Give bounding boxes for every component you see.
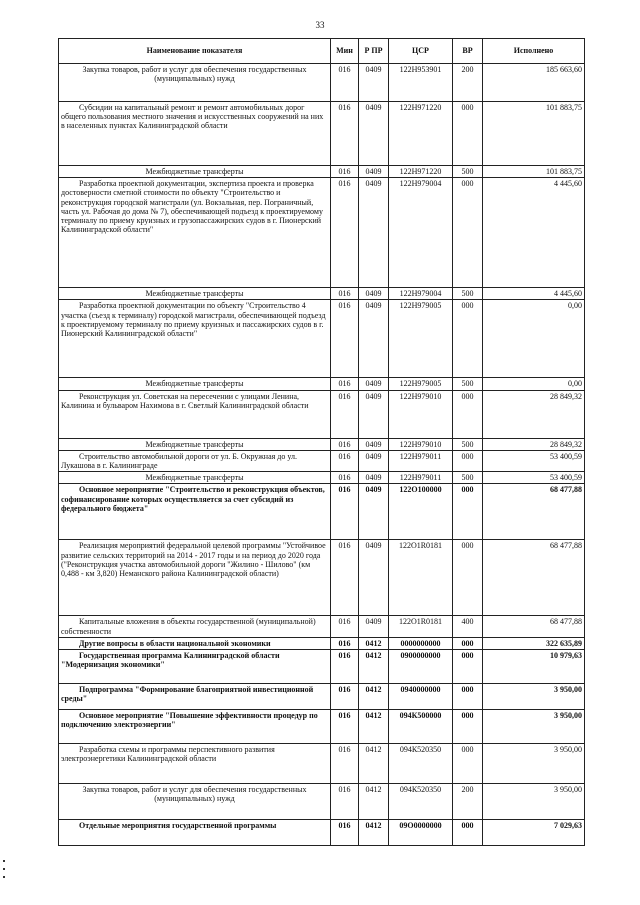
row-done: 185 663,60	[483, 64, 585, 102]
table-row	[59, 710, 585, 744]
table-row	[59, 300, 585, 378]
table-row	[59, 178, 585, 288]
table-row	[59, 637, 585, 649]
table-row	[59, 784, 585, 820]
table-row	[59, 616, 585, 637]
column-header-csr: ЦСР	[389, 39, 453, 64]
row-csr: 094К500000	[389, 710, 453, 744]
row-csr: 094К520350	[389, 744, 453, 784]
row-rpr: 0409	[359, 166, 389, 178]
row-min: 016	[331, 300, 359, 378]
table-row	[59, 540, 585, 616]
row-name: Отдельные мероприятия государственной программы	[59, 820, 331, 846]
row-min: 016	[331, 64, 359, 102]
table-row	[59, 166, 585, 178]
row-rpr: 0409	[359, 390, 389, 438]
row-min: 016	[331, 178, 359, 288]
row-name: Реконструкция ул. Советская на пересечении с улицами Ленина, Калинина и бульваром Нахимова в г. Светлый Калининградской области	[59, 390, 331, 438]
row-done: 68 477,88	[483, 484, 585, 540]
row-vr: 000	[453, 540, 483, 616]
row-done: 68 477,88	[483, 616, 585, 637]
row-min: 016	[331, 820, 359, 846]
row-csr: 0940000000	[389, 684, 453, 710]
scan-margin-marks	[3, 860, 6, 900]
row-rpr: 0409	[359, 102, 389, 166]
row-done: 3 950,00	[483, 710, 585, 744]
row-min: 016	[331, 684, 359, 710]
table-row	[59, 438, 585, 450]
row-csr: 094К520350	[389, 784, 453, 820]
row-rpr: 0412	[359, 684, 389, 710]
row-done: 28 849,32	[483, 390, 585, 438]
row-min: 016	[331, 744, 359, 784]
row-vr: 000	[453, 450, 483, 471]
row-done: 53 400,59	[483, 472, 585, 484]
row-done: 3 950,00	[483, 784, 585, 820]
row-done: 322 635,89	[483, 637, 585, 649]
row-name: Другие вопросы в области национальной экономики	[59, 637, 331, 649]
row-name: Межбюджетные трансферты	[59, 472, 331, 484]
row-name: Капитальные вложения в объекты государственной (муниципальной) собственности	[59, 616, 331, 637]
row-vr: 000	[453, 820, 483, 846]
row-csr: 122Н971220	[389, 166, 453, 178]
row-name: Основное мероприятие "Строительство и реконструкция объектов, софинансирование которых осуществляется за счет субсидий из федерального бюджета"	[59, 484, 331, 540]
row-name: Разработка проектной документации по объекту "Строительство 4 участка (съезд к терминалу) городской магистрали, обеспечивающей подъезд к проектируемому терминалу по приему круизных и пассажирских судов в г. Пионерский Калининградской области"	[59, 300, 331, 378]
row-vr: 000	[453, 637, 483, 649]
row-vr: 500	[453, 472, 483, 484]
row-min: 016	[331, 540, 359, 616]
row-vr: 000	[453, 710, 483, 744]
row-vr: 400	[453, 616, 483, 637]
row-rpr: 0409	[359, 178, 389, 288]
row-name: Разработка схемы и программы перспективного развития электроэнергетики Калининградской области	[59, 744, 331, 784]
row-min: 016	[331, 784, 359, 820]
column-header-done: Исполнено	[483, 39, 585, 64]
row-csr: 0900000000	[389, 650, 453, 684]
row-vr: 000	[453, 102, 483, 166]
row-vr: 500	[453, 166, 483, 178]
table-row	[59, 390, 585, 438]
row-vr: 200	[453, 784, 483, 820]
row-rpr: 0409	[359, 472, 389, 484]
table-row	[59, 744, 585, 784]
row-name: Строительство автомобильной дороги от ул. Б. Окружная до ул. Лукашова в г. Калининграде	[59, 450, 331, 471]
row-name: Межбюджетные трансферты	[59, 378, 331, 390]
row-min: 016	[331, 484, 359, 540]
row-vr: 000	[453, 650, 483, 684]
row-name: Субсидии на капитальный ремонт и ремонт автомобильных дорог общего пользования местного значения и искусственных сооружений на них в населенных пунктах Калининградской области	[59, 102, 331, 166]
row-rpr: 0409	[359, 64, 389, 102]
row-vr: 500	[453, 378, 483, 390]
row-rpr: 0409	[359, 450, 389, 471]
row-csr: 122О1R0181	[389, 616, 453, 637]
row-min: 016	[331, 472, 359, 484]
row-name: Межбюджетные трансферты	[59, 288, 331, 300]
row-done: 4 445,60	[483, 288, 585, 300]
column-header-min: Мин	[331, 39, 359, 64]
row-name: Подпрограмма "Формирование благоприятной инвестиционной среды"	[59, 684, 331, 710]
row-name: Межбюджетные трансферты	[59, 438, 331, 450]
row-name: Закупка товаров, работ и услуг для обеспечения государственных (муниципальных) нужд	[59, 64, 331, 102]
column-header-name: Наименование показателя	[59, 39, 331, 64]
row-done: 0,00	[483, 300, 585, 378]
row-min: 016	[331, 637, 359, 649]
row-done: 101 883,75	[483, 166, 585, 178]
row-min: 016	[331, 288, 359, 300]
table-header-row	[59, 39, 585, 64]
row-name: Межбюджетные трансферты	[59, 166, 331, 178]
scan-dot	[3, 876, 5, 878]
row-rpr: 0412	[359, 637, 389, 649]
row-rpr: 0412	[359, 784, 389, 820]
row-done: 101 883,75	[483, 102, 585, 166]
table-row	[59, 472, 585, 484]
row-min: 016	[331, 450, 359, 471]
row-min: 016	[331, 438, 359, 450]
row-csr: 122Н979005	[389, 378, 453, 390]
row-csr: 122Н979011	[389, 472, 453, 484]
table-row	[59, 650, 585, 684]
table-row	[59, 450, 585, 471]
row-vr: 000	[453, 744, 483, 784]
row-csr: 122Н979004	[389, 178, 453, 288]
row-min: 016	[331, 390, 359, 438]
row-csr: 122О100000	[389, 484, 453, 540]
row-min: 016	[331, 650, 359, 684]
row-done: 4 445,60	[483, 178, 585, 288]
row-csr: 122Н953901	[389, 64, 453, 102]
row-vr: 200	[453, 64, 483, 102]
table-row	[59, 378, 585, 390]
row-min: 016	[331, 166, 359, 178]
scan-dot	[3, 868, 5, 870]
row-name: Реализация мероприятий федеральной целевой программы "Устойчивое развитие сельских территорий на 2014 - 2017 годы и на период до 2020 года ("Реконструкция участка автомобильной дороги "Жилино - Шилово" (км 0,488 - км 3,820) Неманского района Калининградской области)	[59, 540, 331, 616]
column-header-vr: ВР	[453, 39, 483, 64]
row-csr: 122Н979010	[389, 390, 453, 438]
row-vr: 500	[453, 288, 483, 300]
row-csr: 122Н979004	[389, 288, 453, 300]
row-done: 3 950,00	[483, 744, 585, 784]
row-csr: 122Н971220	[389, 102, 453, 166]
row-csr: 122Н979010	[389, 438, 453, 450]
row-vr: 000	[453, 300, 483, 378]
row-name: Разработка проектной документации, экспертиза проекта и проверка достоверности сметной стоимости по объекту "Строительство и реконструкция городской магистрали (ул. Вокзальная, пер. Пограничный, часть ул. Рабочая до дома № 7), обеспечивающей подъезд к проектируемому терминалу по приему круизных и грузопассажирских судов в г. Пионерский Калининградской области"	[59, 178, 331, 288]
row-done: 3 950,00	[483, 684, 585, 710]
row-done: 68 477,88	[483, 540, 585, 616]
row-csr: 122О1R0181	[389, 540, 453, 616]
budget-table	[58, 38, 585, 846]
table-row	[59, 820, 585, 846]
row-min: 016	[331, 710, 359, 744]
row-done: 10 979,63	[483, 650, 585, 684]
table-row	[59, 102, 585, 166]
row-rpr: 0409	[359, 484, 389, 540]
row-vr: 000	[453, 178, 483, 288]
row-rpr: 0409	[359, 288, 389, 300]
row-done: 0,00	[483, 378, 585, 390]
row-csr: 122Н979005	[389, 300, 453, 378]
page-number: 33	[315, 20, 325, 30]
table-row	[59, 484, 585, 540]
row-min: 016	[331, 102, 359, 166]
row-rpr: 0409	[359, 378, 389, 390]
row-rpr: 0409	[359, 438, 389, 450]
row-vr: 000	[453, 484, 483, 540]
row-name: Государственная программа Калининградской области "Модернизация экономики"	[59, 650, 331, 684]
row-rpr: 0412	[359, 744, 389, 784]
row-rpr: 0409	[359, 300, 389, 378]
row-vr: 500	[453, 438, 483, 450]
row-min: 016	[331, 378, 359, 390]
row-vr: 000	[453, 390, 483, 438]
column-header-rpr: Р ПР	[359, 39, 389, 64]
table-row	[59, 64, 585, 102]
row-csr: 09О0000000	[389, 820, 453, 846]
row-vr: 000	[453, 684, 483, 710]
row-rpr: 0412	[359, 820, 389, 846]
row-name: Основное мероприятие "Повышение эффективности процедур по подключению электроэнергии"	[59, 710, 331, 744]
row-min: 016	[331, 616, 359, 637]
row-done: 7 029,63	[483, 820, 585, 846]
row-rpr: 0409	[359, 616, 389, 637]
table-row	[59, 684, 585, 710]
table-row	[59, 288, 585, 300]
row-done: 28 849,32	[483, 438, 585, 450]
row-name: Закупка товаров, работ и услуг для обеспечения государственных (муниципальных) нужд	[59, 784, 331, 820]
row-done: 53 400,59	[483, 450, 585, 471]
scan-dot	[3, 860, 5, 862]
row-rpr: 0409	[359, 540, 389, 616]
row-csr: 0000000000	[389, 637, 453, 649]
row-rpr: 0412	[359, 650, 389, 684]
row-csr: 122Н979011	[389, 450, 453, 471]
row-rpr: 0412	[359, 710, 389, 744]
